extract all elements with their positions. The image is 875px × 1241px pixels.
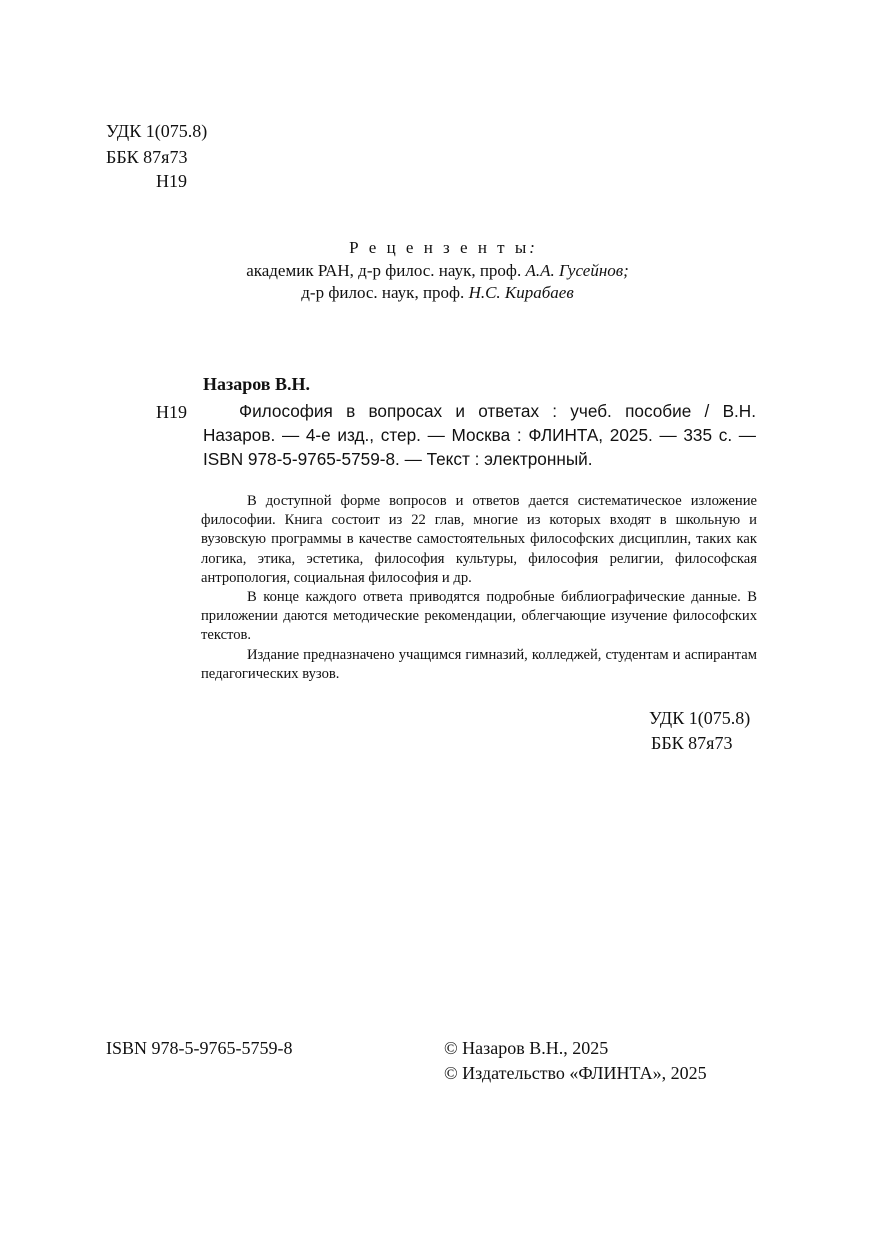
reviewers-title: Р е ц е н з е н т ы: xyxy=(349,238,538,257)
author-sign: Н19 xyxy=(156,402,187,422)
reviewer-2-name: Н.С. Кирабаев xyxy=(468,283,574,302)
copyright-author: © Назаров В.Н., 2025 xyxy=(444,1038,609,1058)
reviewer-2: д-р филос. наук, проф. Н.С. Кирабаев xyxy=(301,283,574,302)
annotation-paragraph: Издание предназначено учащимся гимназий, колледжей, студентам и аспирантам педагогических вузов. xyxy=(201,646,757,682)
udk-code-bottom: УДК 1(075.8) xyxy=(649,708,751,728)
bbk-code-bottom: ББК 87я73 xyxy=(651,733,733,753)
reviewer-1-name: А.А. Гусейнов; xyxy=(525,261,629,280)
annotation-paragraph: В конце каждого ответа приводятся подробные библиографические данные. В приложении даются методические рекомендации, облегчающие изучение философских текстов. xyxy=(201,589,757,644)
annotation xyxy=(201,492,757,684)
author-sign-top: Н19 xyxy=(156,171,187,191)
annotation-paragraph: В доступной форме вопросов и ответов дается систематическое изложение философии. Книга состоит из 22 глав, многие из которых входят в школьную и вузовскую программы в качестве самостоятельных философских дисциплин, таких как логика, этика, эстетика, философия культуры, философия религии, философская антропология, социальная философия и др. xyxy=(201,493,757,586)
reviewers-block xyxy=(0,236,875,304)
bbk-code-top: ББК 87я73 xyxy=(106,147,188,167)
udk-code-top: УДК 1(075.8) xyxy=(106,121,208,141)
isbn: ISBN 978-5-9765-5759-8 xyxy=(106,1038,293,1058)
reviewer-1: академик РАН, д-р филос. наук, проф. А.А. Гусейнов; xyxy=(246,261,629,280)
bibliographic-description xyxy=(203,399,756,471)
copyright-publisher: © Издательство «ФЛИНТА», 2025 xyxy=(444,1063,707,1083)
bibliographic-text: Философия в вопросах и ответах : учеб. пособие / В.Н. Назаров. — 4-е изд., стер. — Москва : ФЛИНТА, 2025. — 335 с. — ISBN 978-5-9765-5759-8. — Текст : электронный. xyxy=(203,401,756,469)
author-heading: Назаров В.Н. xyxy=(203,374,311,394)
